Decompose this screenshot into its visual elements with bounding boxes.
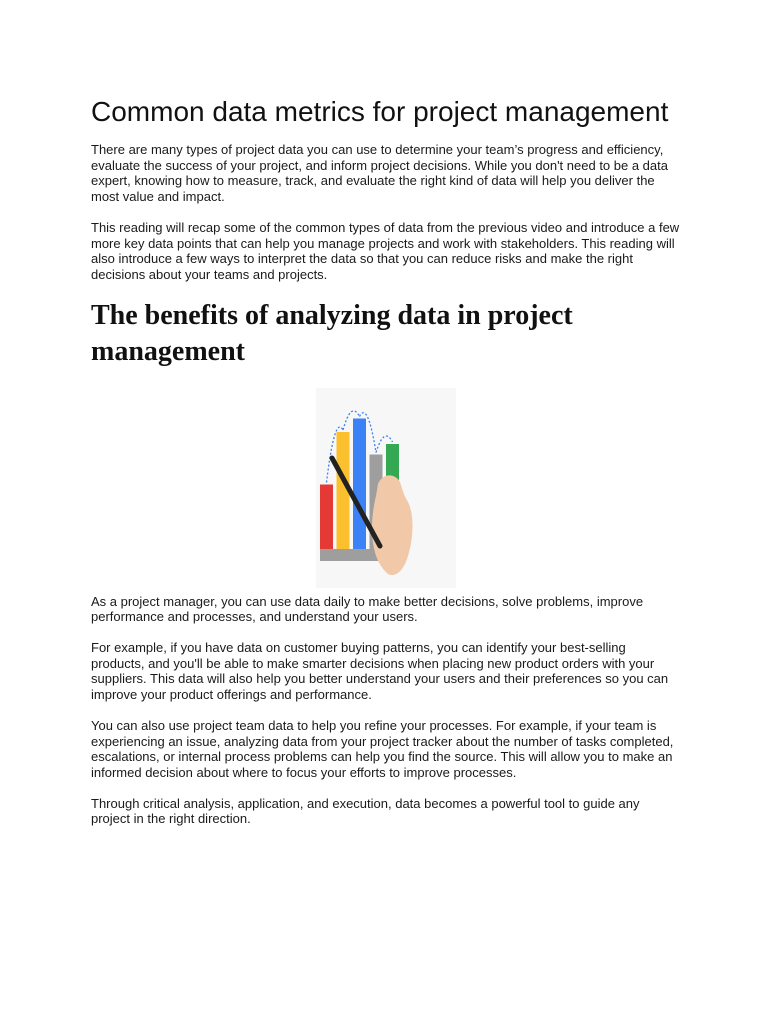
section-heading: The benefits of analyzing data in project management	[91, 299, 573, 367]
bar-1	[320, 484, 333, 549]
body-paragraph-1: As a project manager, you can use data daily to make better decisions, solve problems, improve performance and processes, and understand your users.	[91, 593, 644, 625]
bar-chart-with-pointer-icon	[316, 388, 456, 588]
body-paragraph-3: You can also use project team data to help you refine your processes. For example, if your team is experiencing an issue, analyzing data from your project tracker about the number of tasks completed, escalations, or internal process problems can help you find the source. This will allow you to make an informed decision about where to focus your efforts to improve processes.	[91, 717, 674, 780]
bar-3	[353, 418, 366, 549]
page-title: Common data metrics for project management	[91, 96, 669, 127]
bar-chart-illustration	[91, 388, 680, 588]
intro-paragraph-1: There are many types of project data you can use to determine your team’s progress and efficiency, evaluate the success of your project, and inform project decisions. While you don't need to be a data expert, knowing how to measure, track, and evaluate the right kind of data will help you deliver the most value and impact.	[91, 142, 668, 205]
body-paragraph-2: For example, if you have data on customer buying patterns, you can identify your best-selling products, and you'll be able to make smarter decisions when placing new product orders with your suppliers. This data will also help you better understand your users and their preferences so you can improve your product offerings and performance.	[91, 640, 669, 703]
body-paragraph-4: Through critical analysis, application, and execution, data becomes a powerful tool to guide any project in the right direction.	[91, 795, 640, 827]
intro-paragraph-2: This reading will recap some of the common types of data from the previous video and introduce a few more key data points that can help you manage projects and work with stakeholders. This reading will also introduce a few ways to interpret the data so that you can reduce risks and make the right decisions about your teams and projects.	[91, 219, 680, 282]
